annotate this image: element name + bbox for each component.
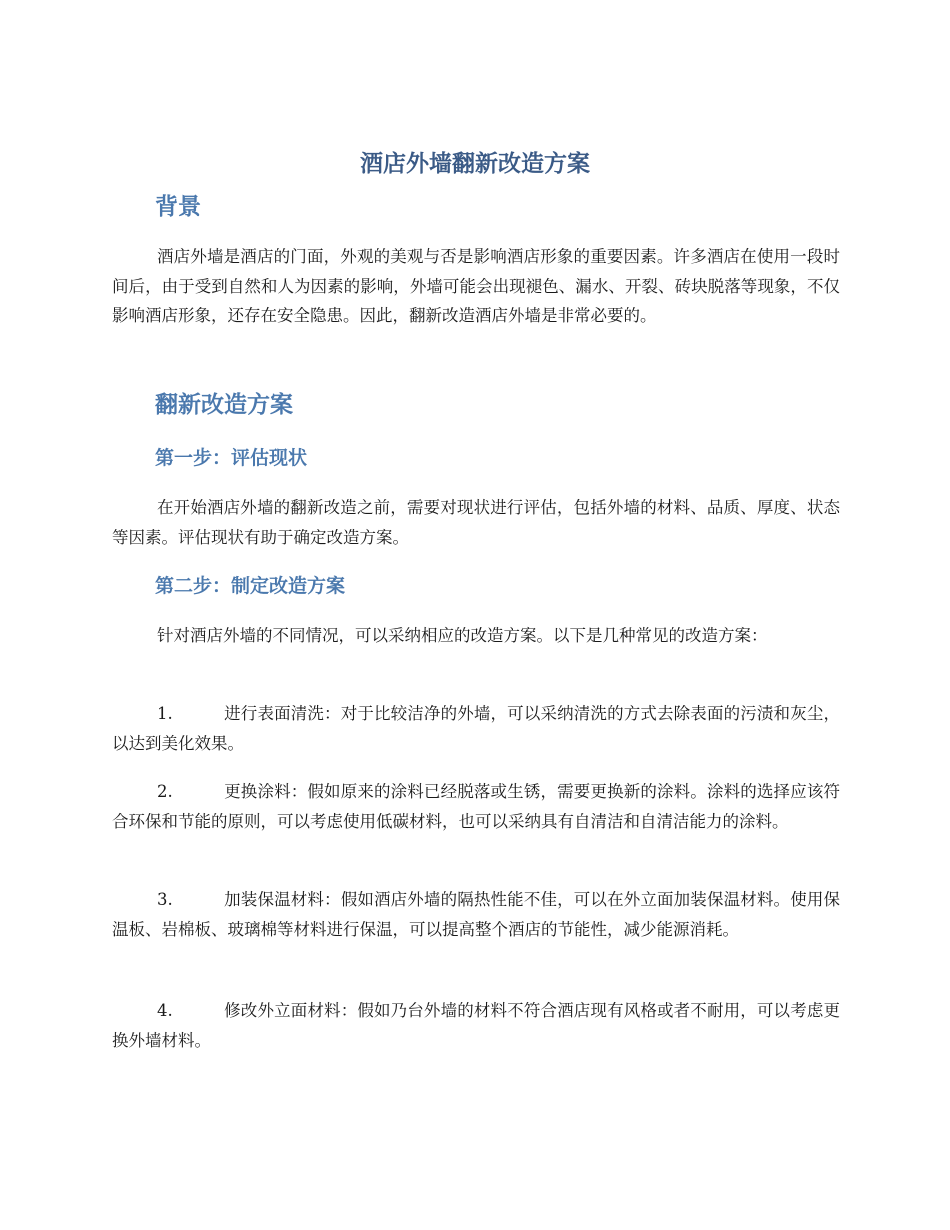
paragraph-background: 酒店外墙是酒店的门面，外观的美观与否是影响酒店形象的重要因素。许多酒店在使用一段时间后，由于受到自然和人为因素的影响，外墙可能会出现褪色、漏水、开裂、砖块脱落等现象，不仅影响酒店形象，还存在安全隐患。因此，翻新改造酒店外墙是非常必要的。 [112,247,840,325]
list-item [112,699,840,758]
list-item-number: 1. [157,704,173,723]
paragraph-step1: 在开始酒店外墙的翻新改造之前，需要对现状进行评估，包括外墙的材料、品质、厚度、状态等因素。评估现状有助于确定改造方案。 [112,498,840,547]
list-item-text: 加装保温材料：假如酒店外墙的隔热性能不佳，可以在外立面加装保温材料。使用保温板、岩棉板、玻璃棉等材料进行保温，可以提高整个酒店的节能性，减少能源消耗。 [112,890,840,939]
list-item [112,777,840,836]
list-item-number: 3. [157,890,173,909]
list-item-text: 修改外立面材料：假如乃台外墙的材料不符合酒店现有风格或者不耐用，可以考虑更换外墙材料。 [112,1001,840,1050]
heading-plan: 翻新改造方案 [155,392,293,418]
list-item [112,885,840,944]
heading-step2: 第二步：制定改造方案 [155,575,346,597]
heading-background: 背景 [155,194,201,220]
list-item [112,996,840,1055]
list-item-number: 4. [157,1001,173,1020]
list-item-text: 更换涂料：假如原来的涂料已经脱落或生锈，需要更换新的涂料。涂料的选择应该符合环保和节能的原则，可以考虑使用低碳材料，也可以采纳具有自清洁和自清洁能力的涂料。 [112,782,840,831]
list-item-number: 2. [157,782,173,801]
paragraph-step2: 针对酒店外墙的不同情况，可以采纳相应的改造方案。以下是几种常见的改造方案： [157,626,768,645]
list-item-text: 进行表面清洗：对于比较洁净的外墙，可以采纳清洗的方式去除表面的污渍和灰尘，以达到美化效果。 [112,704,840,753]
heading-step1: 第一步：评估现状 [155,447,308,469]
document-title: 酒店外墙翻新改造方案 [360,151,590,177]
